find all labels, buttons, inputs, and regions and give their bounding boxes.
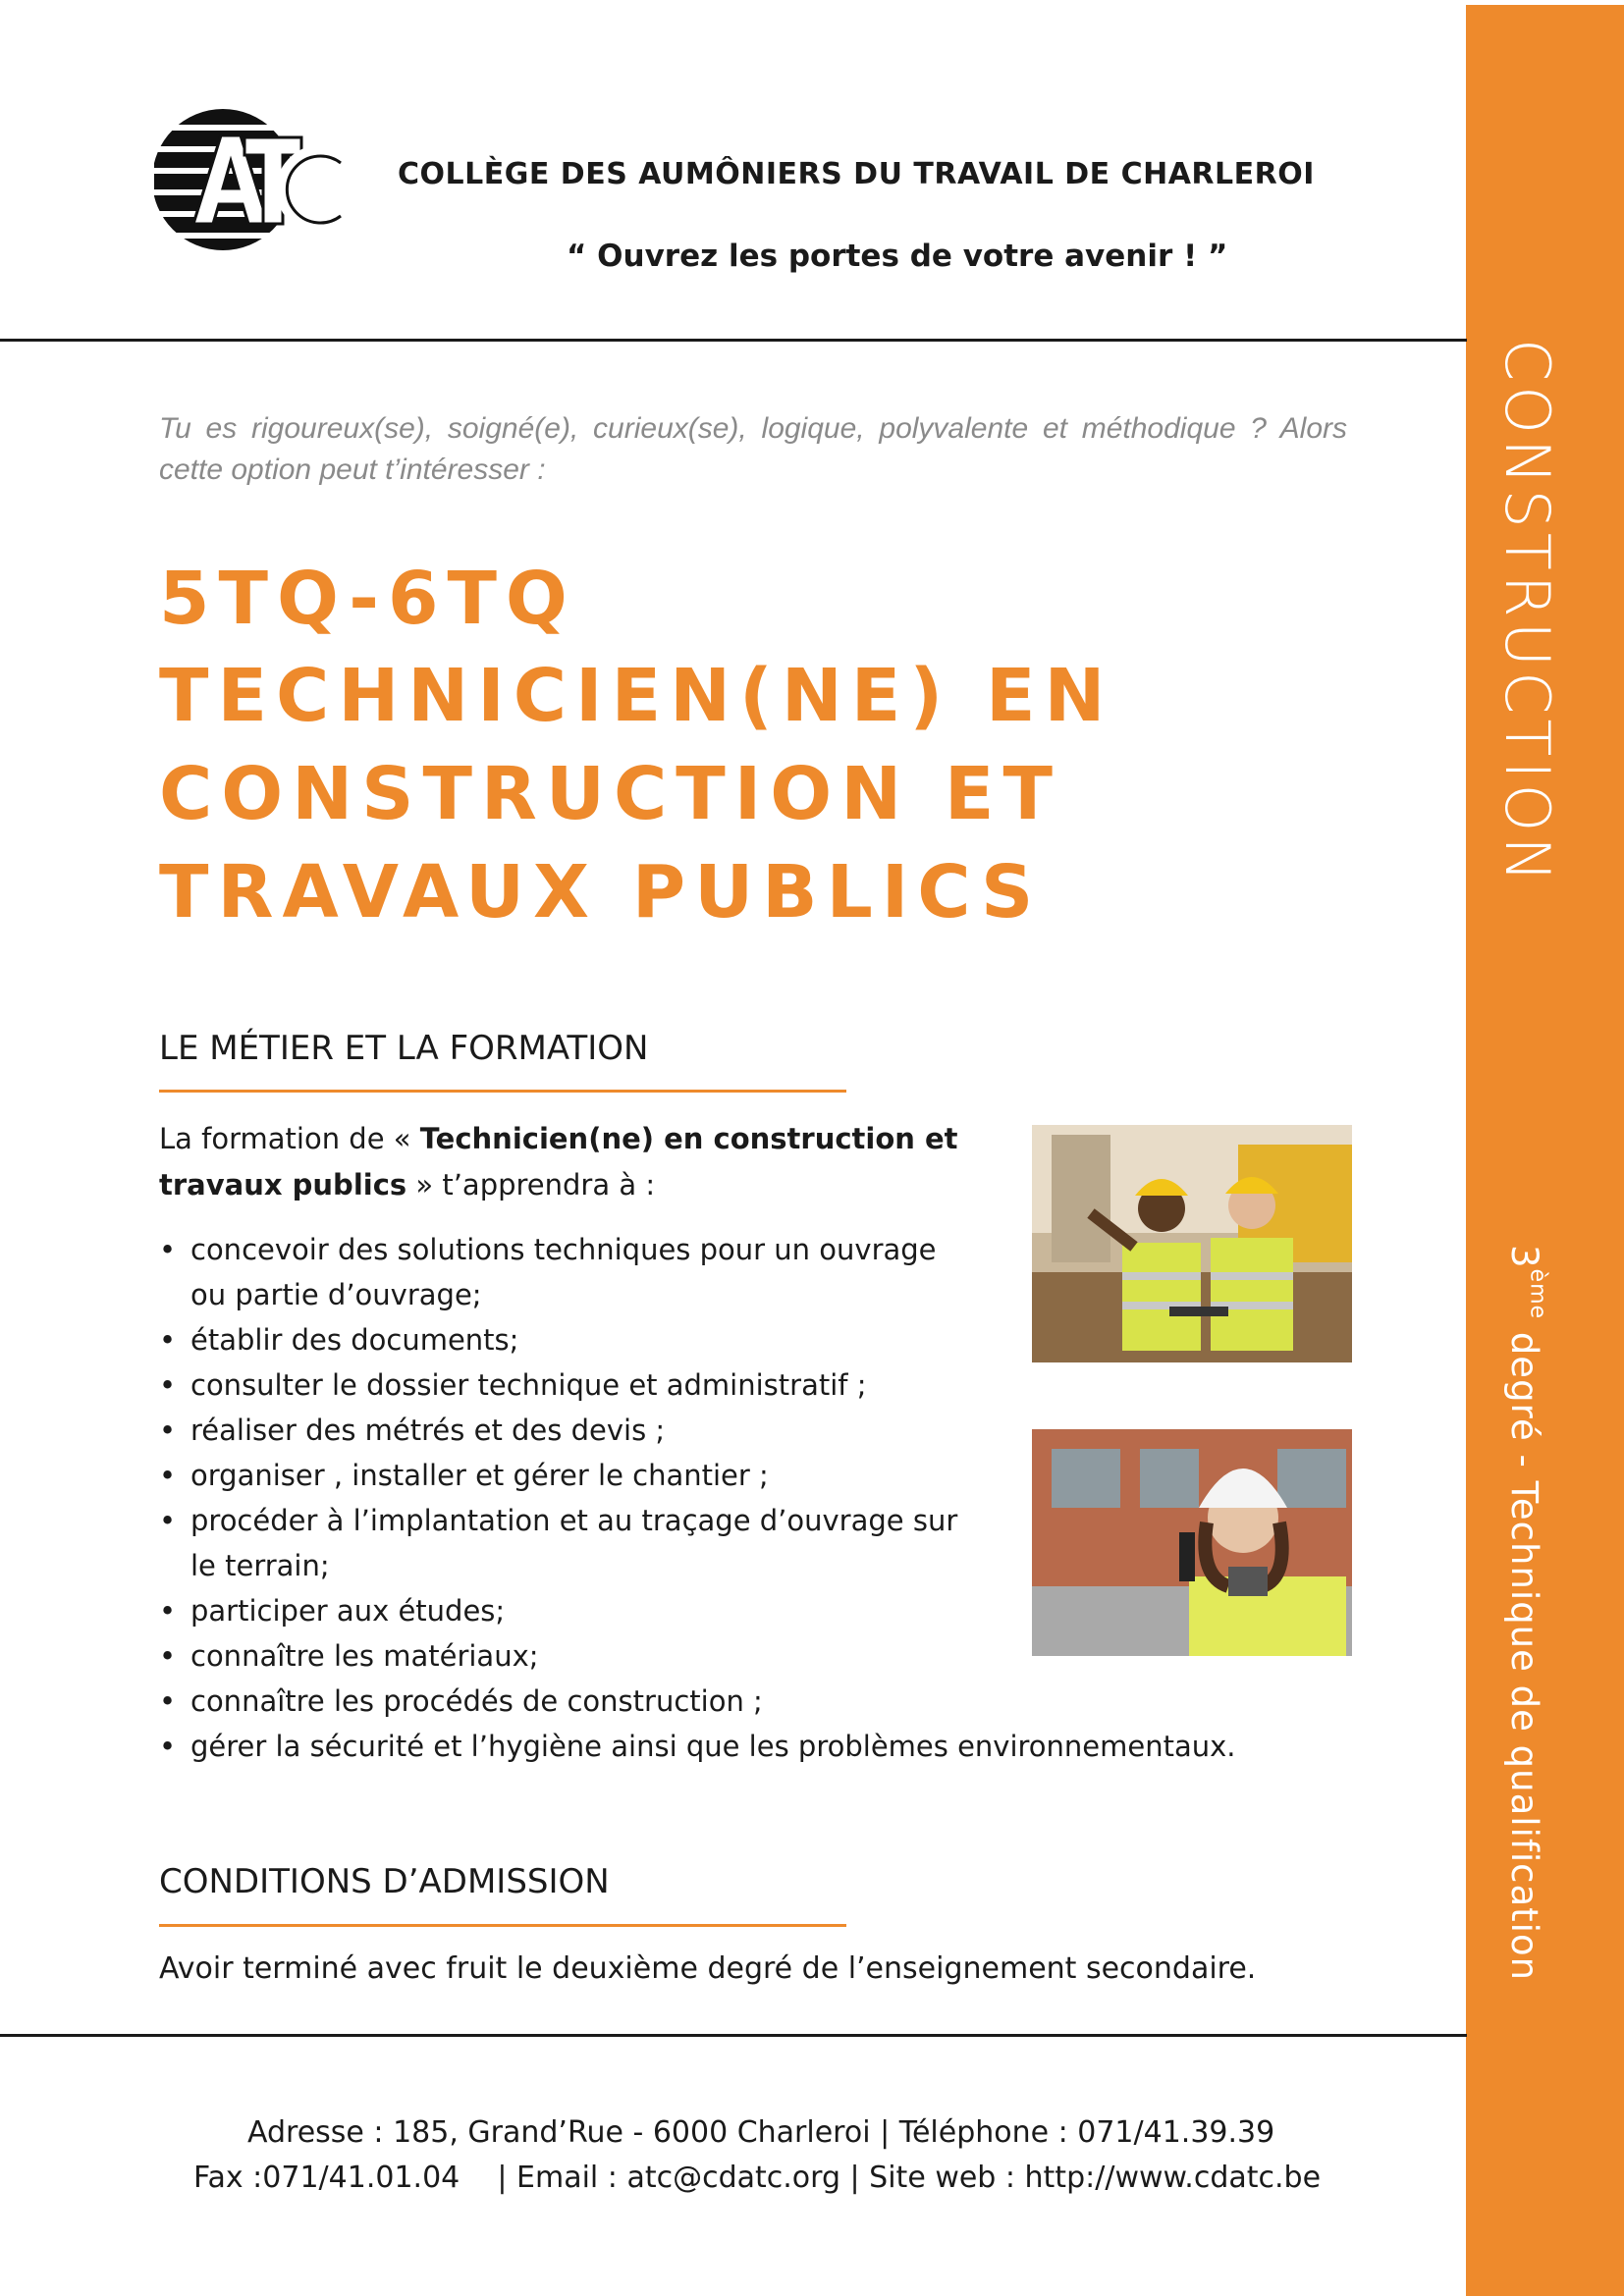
bullet-dot: • xyxy=(159,1730,177,1763)
bullet-dot: • xyxy=(159,1414,177,1447)
lead-suffix: » t’apprendra à : xyxy=(406,1168,656,1201)
list-item-text: participer aux études; xyxy=(190,1594,506,1628)
admission-text: Avoir terminé avec fruit le deuxième degré de l’enseignement secondaire. xyxy=(159,1951,1257,1986)
footer-divider xyxy=(0,2034,1467,2037)
section-heading-admission: CONDITIONS D’ADMISSION xyxy=(159,1862,610,1901)
section-underline xyxy=(159,1924,846,1927)
lead-prefix: La formation de « xyxy=(159,1122,420,1155)
intro-text: Tu es rigoureux(se), soigné(e), curieux(se), logique, polyvalente et méthodique ? Alors cette option peut t’intéresser : xyxy=(159,412,1347,486)
list-item xyxy=(159,1724,1337,1769)
bullet-dot: • xyxy=(159,1368,177,1402)
bullet-dot: • xyxy=(159,1639,177,1673)
list-item-text: connaître les procédés de construction ; xyxy=(190,1684,763,1718)
footer-address: Adresse : 185, Grand’Rue - 6000 Charleroi | Téléphone : 071/41.39.39 xyxy=(247,2115,1275,2150)
subtitle-rest: degré - Technique de qualification xyxy=(1503,1319,1545,1982)
atc-logo xyxy=(154,106,351,253)
subtitle-sup: ème xyxy=(1525,1268,1550,1320)
sidebar-title: CONSTRUCTION xyxy=(1491,339,1563,887)
list-item-text-cont: le terrain; xyxy=(190,1549,330,1582)
list-item-text: réaliser des métrés et des devis ; xyxy=(190,1414,666,1447)
header-divider xyxy=(0,339,1467,342)
section-heading-metier: LE MÉTIER ET LA FORMATION xyxy=(159,1029,649,1068)
workers-photo xyxy=(1032,1125,1352,1362)
formation-lead xyxy=(159,1116,994,1208)
bullet-dot: • xyxy=(159,1459,177,1492)
subtitle-number: 3 xyxy=(1503,1245,1545,1269)
worker-woman-photo xyxy=(1032,1429,1352,1656)
list-item-text: procéder à l’implantation et au traçage d’ouvrage sur xyxy=(190,1504,958,1537)
list-item-text: établir des documents; xyxy=(190,1323,519,1357)
headline-line-2: TECHNICIEN(NE) EN xyxy=(159,654,1114,738)
list-item-text: concevoir des solutions techniques pour un ouvrage xyxy=(190,1233,937,1266)
bullet-dot: • xyxy=(159,1233,177,1266)
bullet-dot: • xyxy=(159,1504,177,1537)
headline-code: 5TQ-6TQ xyxy=(159,557,576,641)
list-item-text: organiser , installer et gérer le chantier ; xyxy=(190,1459,769,1492)
bullet-dot: • xyxy=(159,1684,177,1718)
school-name: COLLÈGE DES AUMÔNIERS DU TRAVAIL DE CHARLEROI xyxy=(398,157,1315,191)
section-underline xyxy=(159,1090,846,1093)
list-item-text: consulter le dossier technique et administratif ; xyxy=(190,1368,867,1402)
headline-line-3: CONSTRUCTION ET xyxy=(159,752,1061,836)
lead-program-name: Technicien(ne) en construction et travaux publics xyxy=(159,1122,958,1201)
school-motto: “ Ouvrez les portes de votre avenir ! ” xyxy=(567,239,1228,274)
list-item xyxy=(159,1679,1337,1724)
bullet-dot: • xyxy=(159,1323,177,1357)
bullet-dot: • xyxy=(159,1594,177,1628)
sidebar-subtitle xyxy=(1503,1245,1550,1982)
list-item-text: connaître les matériaux; xyxy=(190,1639,539,1673)
list-item xyxy=(159,1362,1337,1408)
headline-line-4: TRAVAUX PUBLICS xyxy=(159,850,1043,934)
list-item-text: gérer la sécurité et l’hygiène ainsi que les problèmes environnementaux. xyxy=(190,1730,1236,1763)
list-item-text-cont: ou partie d’ouvrage; xyxy=(190,1278,482,1311)
footer-contact: Fax :071/41.01.04 | Email : atc@cdatc.org | Site web : http://www.cdatc.be xyxy=(193,2161,1322,2195)
